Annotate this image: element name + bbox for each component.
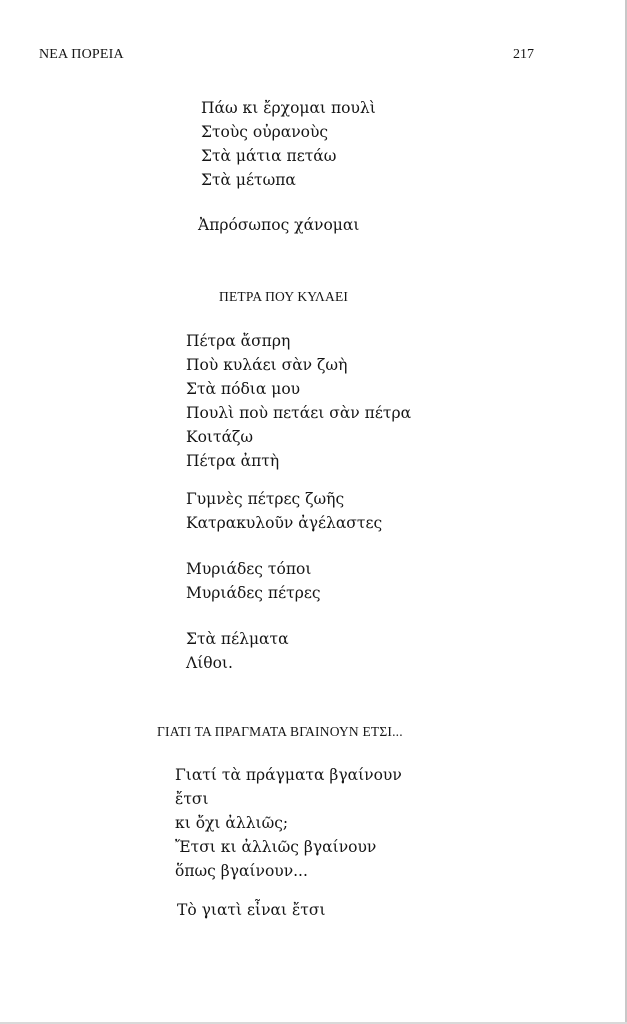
poem-line: Ἔτσι κι ἀλλιῶς βγαίνουν [175,838,377,856]
poem-line: Μυριάδες τόποι [186,560,312,578]
poem3-stanza-1 [175,763,402,883]
poem2-stanza-2 [186,487,382,535]
poem-line: Στοὺς οὐρανοὺς [201,123,329,141]
poem1-stanza-2 [198,213,359,237]
poem-line: Μυριάδες πέτρες [186,584,321,602]
poem2-stanza-3 [186,557,321,605]
poem-line: ὅπως βγαίνουν... [175,862,308,880]
poem-line: Στὰ πέλματα [186,630,289,648]
poem-line: Γιατί τὰ πράγματα βγαίνουν [175,766,402,784]
poem-line: Στὰ πόδια μου [186,380,301,398]
poem-line: Πέτρα ἄσπρη [186,332,291,350]
poem-line: Πέτρα ἀπτὴ [186,452,280,470]
poem-line: Στὰ μέτωπα [201,171,296,189]
poem-line: Στὰ μάτια πετάω [201,147,337,165]
poem1-stanza-1 [201,96,376,192]
poem3-stanza-2 [177,898,326,922]
poem-line: Τὸ γιατὶ εἶναι ἔτσι [177,901,326,919]
poem-line: Γυμνὲς πέτρες ζωῆς [186,490,345,508]
poem-line: κι ὄχι ἀλλιῶς; [175,814,289,832]
poem-line: Πάω κι ἔρχομαι πουλὶ [201,99,376,117]
running-title: ΝΕΑ ΠΟΡΕΙΑ [39,47,124,62]
poem-line: Ἀπρόσωπος χάνομαι [198,216,360,234]
poem-title: ΠΕΤΡΑ ΠΟΥ ΚΥΛΑΕΙ [219,289,349,304]
poem-line: Κοιτάζω [186,428,254,446]
poem-line: Κατρακυλοῦν ἀγέλαστες [186,514,383,532]
poem2-stanza-1 [186,329,411,473]
poem-line: Πουλὶ ποὺ πετάει σὰν πέτρα [186,404,412,422]
page-number: 217 [513,47,534,62]
poem-line: Λίθοι. [186,654,233,672]
poem2-stanza-4 [186,627,289,675]
poem-line: ἔτσι [175,790,209,808]
poem-line: Ποὺ κυλάει σὰν ζωὴ [186,356,348,374]
poem-title: ΓΙΑΤΙ ΤΑ ΠΡΑΓΜΑΤΑ ΒΓΑΙΝΟΥΝ ΕΤΣΙ... [157,724,403,739]
